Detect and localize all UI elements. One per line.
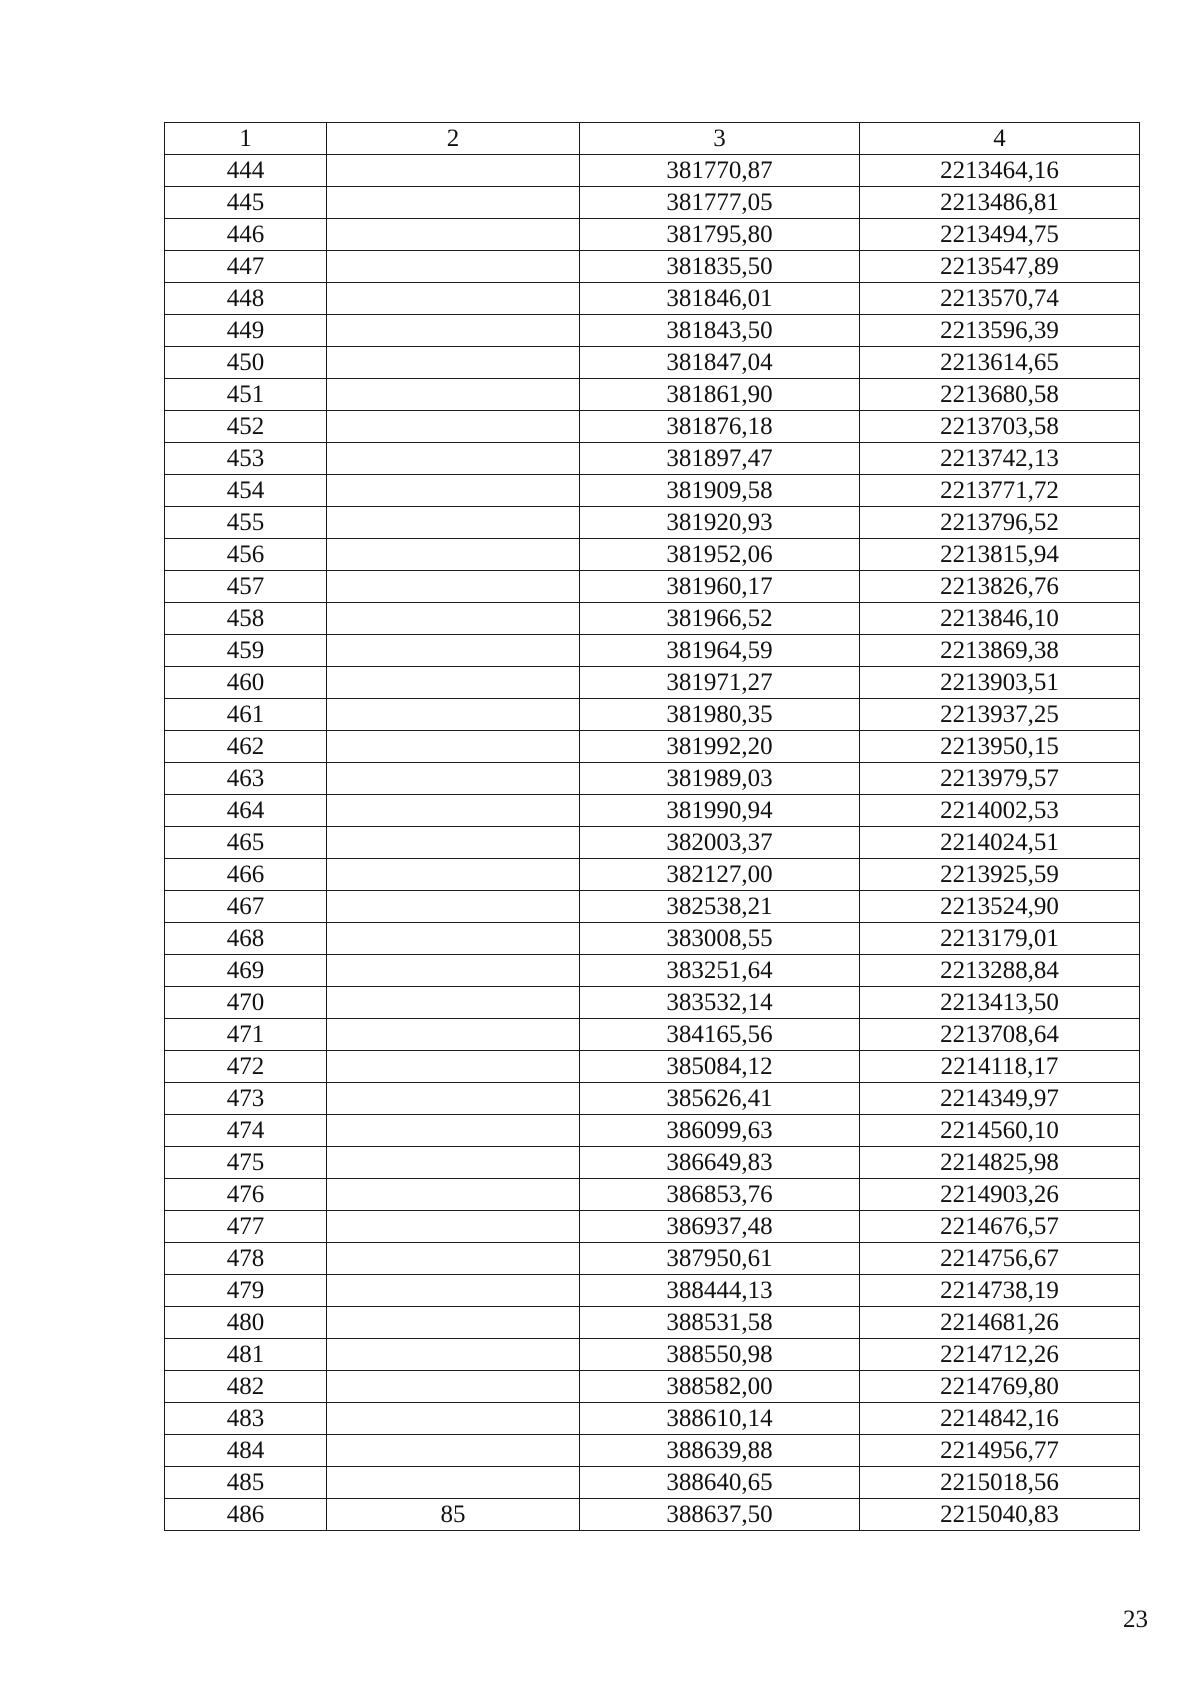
table-cell-col-3: 381876,18 — [580, 411, 860, 443]
table-cell-col-3: 383251,64 — [580, 955, 860, 987]
table-cell-col-2 — [327, 1179, 580, 1211]
table-cell-col-4: 2213771,72 — [860, 475, 1140, 507]
page-number: 23 — [1123, 1606, 1148, 1633]
table-row — [165, 763, 1140, 795]
table-cell-col-1: 450 — [165, 347, 327, 379]
table-cell-col-2 — [327, 1339, 580, 1371]
table-cell-col-4: 2213680,58 — [860, 379, 1140, 411]
table-row — [165, 539, 1140, 571]
table-cell-col-4: 2213742,13 — [860, 443, 1140, 475]
table-cell-col-4: 2213288,84 — [860, 955, 1140, 987]
table-cell-col-3: 383532,14 — [580, 987, 860, 1019]
table-row — [165, 411, 1140, 443]
table-cell-col-3: 381846,01 — [580, 283, 860, 315]
table-row — [165, 795, 1140, 827]
table-cell-col-3: 381843,50 — [580, 315, 860, 347]
table-cell-col-2: 85 — [327, 1499, 580, 1531]
table-cell-col-3: 388639,88 — [580, 1435, 860, 1467]
table-cell-col-3: 386853,76 — [580, 1179, 860, 1211]
table-cell-col-1: 481 — [165, 1339, 327, 1371]
table-row — [165, 923, 1140, 955]
table-cell-col-4: 2213464,16 — [860, 155, 1140, 187]
table-cell-col-2 — [327, 955, 580, 987]
table-row — [165, 1115, 1140, 1147]
table-cell-col-2 — [327, 155, 580, 187]
table-cell-col-4: 2214712,26 — [860, 1339, 1140, 1371]
table-cell-col-2 — [327, 1243, 580, 1275]
table-cell-col-1: 469 — [165, 955, 327, 987]
table-row — [165, 1371, 1140, 1403]
table-header-row — [165, 123, 1140, 155]
table-cell-col-1: 466 — [165, 859, 327, 891]
table-cell-col-2 — [327, 603, 580, 635]
table-row — [165, 251, 1140, 283]
table-cell-col-4: 2214825,98 — [860, 1147, 1140, 1179]
table-cell-col-1: 459 — [165, 635, 327, 667]
table-cell-col-2 — [327, 1083, 580, 1115]
table-cell-col-1: 446 — [165, 219, 327, 251]
table-cell-col-3: 388444,13 — [580, 1275, 860, 1307]
table-cell-col-1: 471 — [165, 1019, 327, 1051]
table-cell-col-4: 2213703,58 — [860, 411, 1140, 443]
table-cell-col-2 — [327, 315, 580, 347]
table-cell-col-4: 2213486,81 — [860, 187, 1140, 219]
table-cell-col-3: 388550,98 — [580, 1339, 860, 1371]
table-cell-col-4: 2213903,51 — [860, 667, 1140, 699]
table-cell-col-1: 475 — [165, 1147, 327, 1179]
table-cell-col-3: 383008,55 — [580, 923, 860, 955]
table-cell-col-4: 2213413,50 — [860, 987, 1140, 1019]
table-cell-col-3: 381861,90 — [580, 379, 860, 411]
table-cell-col-2 — [327, 219, 580, 251]
table-cell-col-2 — [327, 1019, 580, 1051]
table-cell-col-1: 477 — [165, 1211, 327, 1243]
table-cell-col-1: 445 — [165, 187, 327, 219]
table-row — [165, 891, 1140, 923]
table-cell-col-1: 456 — [165, 539, 327, 571]
table-row — [165, 987, 1140, 1019]
table-cell-col-3: 388531,58 — [580, 1307, 860, 1339]
table-cell-col-4: 2215040,83 — [860, 1499, 1140, 1531]
table-cell-col-3: 381960,17 — [580, 571, 860, 603]
table-cell-col-4: 2213570,74 — [860, 283, 1140, 315]
table-cell-col-4: 2213708,64 — [860, 1019, 1140, 1051]
table-cell-col-1: 455 — [165, 507, 327, 539]
table-cell-col-4: 2214118,17 — [860, 1051, 1140, 1083]
table-cell-col-4: 2213796,52 — [860, 507, 1140, 539]
table-cell-col-1: 461 — [165, 699, 327, 731]
table-cell-col-1: 482 — [165, 1371, 327, 1403]
table-row — [165, 1147, 1140, 1179]
table-row — [165, 827, 1140, 859]
table-cell-col-1: 483 — [165, 1403, 327, 1435]
table-cell-col-4: 2213815,94 — [860, 539, 1140, 571]
table-cell-col-3: 381992,20 — [580, 731, 860, 763]
table-cell-col-2 — [327, 571, 580, 603]
table-row — [165, 955, 1140, 987]
table-row — [165, 1019, 1140, 1051]
table-row — [165, 1051, 1140, 1083]
table-cell-col-2 — [327, 1147, 580, 1179]
table-cell-col-2 — [327, 1435, 580, 1467]
table-row — [165, 283, 1140, 315]
table-cell-col-3: 386649,83 — [580, 1147, 860, 1179]
table-cell-col-1: 452 — [165, 411, 327, 443]
table-row — [165, 603, 1140, 635]
table-cell-col-4: 2213494,75 — [860, 219, 1140, 251]
table-cell-col-3: 385084,12 — [580, 1051, 860, 1083]
table-cell-col-2 — [327, 1051, 580, 1083]
table-cell-col-4: 2213826,76 — [860, 571, 1140, 603]
table-cell-col-1: 465 — [165, 827, 327, 859]
table-row — [165, 1307, 1140, 1339]
table-row — [165, 1435, 1140, 1467]
table-cell-col-2 — [327, 699, 580, 731]
table-cell-col-1: 460 — [165, 667, 327, 699]
table-cell-col-2 — [327, 379, 580, 411]
table-cell-col-2 — [327, 1211, 580, 1243]
table-cell-col-4: 2214349,97 — [860, 1083, 1140, 1115]
table-cell-col-3: 388640,65 — [580, 1467, 860, 1499]
table-cell-col-3: 386099,63 — [580, 1115, 860, 1147]
table-row — [165, 1275, 1140, 1307]
table-cell-col-4: 2213925,59 — [860, 859, 1140, 891]
table-row — [165, 155, 1140, 187]
table-cell-col-3: 381777,05 — [580, 187, 860, 219]
table-cell-col-4: 2214769,80 — [860, 1371, 1140, 1403]
table-cell-col-4: 2214956,77 — [860, 1435, 1140, 1467]
table-cell-col-2 — [327, 283, 580, 315]
table-cell-col-4: 2213846,10 — [860, 603, 1140, 635]
table-cell-col-3: 388610,14 — [580, 1403, 860, 1435]
table-cell-col-2 — [327, 667, 580, 699]
table-cell-col-1: 453 — [165, 443, 327, 475]
table-cell-col-1: 458 — [165, 603, 327, 635]
table-cell-col-3: 385626,41 — [580, 1083, 860, 1115]
table-cell-col-3: 381980,35 — [580, 699, 860, 731]
table-cell-col-2 — [327, 443, 580, 475]
table-cell-col-4: 2213950,15 — [860, 731, 1140, 763]
table-cell-col-3: 384165,56 — [580, 1019, 860, 1051]
table-cell-col-1: 464 — [165, 795, 327, 827]
table-cell-col-1: 463 — [165, 763, 327, 795]
table-cell-col-3: 388637,50 — [580, 1499, 860, 1531]
column-header-2: 2 — [327, 123, 580, 155]
table-cell-col-3: 381770,87 — [580, 155, 860, 187]
table-cell-col-2 — [327, 1467, 580, 1499]
coordinates-table — [164, 122, 1140, 1531]
table-cell-col-1: 474 — [165, 1115, 327, 1147]
table-cell-col-4: 2215018,56 — [860, 1467, 1140, 1499]
table-cell-col-3: 381847,04 — [580, 347, 860, 379]
table-cell-col-2 — [327, 347, 580, 379]
table-body — [165, 155, 1140, 1531]
table-cell-col-1: 447 — [165, 251, 327, 283]
table-cell-col-3: 386937,48 — [580, 1211, 860, 1243]
table-row — [165, 1403, 1140, 1435]
table-cell-col-2 — [327, 731, 580, 763]
table-cell-col-3: 381920,93 — [580, 507, 860, 539]
table-row — [165, 859, 1140, 891]
table-cell-col-2 — [327, 827, 580, 859]
table-cell-col-1: 484 — [165, 1435, 327, 1467]
table-cell-col-4: 2213979,57 — [860, 763, 1140, 795]
table-cell-col-2 — [327, 795, 580, 827]
table-cell-col-2 — [327, 987, 580, 1019]
table-cell-col-1: 451 — [165, 379, 327, 411]
table-row — [165, 219, 1140, 251]
table-cell-col-1: 479 — [165, 1275, 327, 1307]
table-cell-col-4: 2213596,39 — [860, 315, 1140, 347]
column-header-3: 3 — [580, 123, 860, 155]
table-row — [165, 475, 1140, 507]
table-cell-col-1: 486 — [165, 1499, 327, 1531]
table-cell-col-3: 381989,03 — [580, 763, 860, 795]
table-row — [165, 731, 1140, 763]
table-cell-col-3: 381990,94 — [580, 795, 860, 827]
table-cell-col-3: 382003,37 — [580, 827, 860, 859]
table-cell-col-4: 2213869,38 — [860, 635, 1140, 667]
table-row — [165, 1211, 1140, 1243]
table-cell-col-1: 462 — [165, 731, 327, 763]
table-cell-col-4: 2213179,01 — [860, 923, 1140, 955]
table-cell-col-2 — [327, 1115, 580, 1147]
table-cell-col-3: 381795,80 — [580, 219, 860, 251]
table-row — [165, 1083, 1140, 1115]
table-row — [165, 635, 1140, 667]
table-cell-col-4: 2214002,53 — [860, 795, 1140, 827]
table-row — [165, 187, 1140, 219]
table-cell-col-1: 478 — [165, 1243, 327, 1275]
table-row — [165, 443, 1140, 475]
table-cell-col-3: 381952,06 — [580, 539, 860, 571]
table-cell-col-3: 387950,61 — [580, 1243, 860, 1275]
table-row — [165, 347, 1140, 379]
table-cell-col-4: 2214676,57 — [860, 1211, 1140, 1243]
table-cell-col-4: 2214560,10 — [860, 1115, 1140, 1147]
table-row — [165, 1499, 1140, 1531]
table-cell-col-3: 381897,47 — [580, 443, 860, 475]
table-cell-col-1: 467 — [165, 891, 327, 923]
table-cell-col-3: 381971,27 — [580, 667, 860, 699]
table-cell-col-1: 476 — [165, 1179, 327, 1211]
table-cell-col-2 — [327, 1403, 580, 1435]
table-cell-col-3: 382127,00 — [580, 859, 860, 891]
table-cell-col-3: 381966,52 — [580, 603, 860, 635]
table-cell-col-4: 2213614,65 — [860, 347, 1140, 379]
table-cell-col-1: 448 — [165, 283, 327, 315]
table-row — [165, 571, 1140, 603]
table-cell-col-3: 388582,00 — [580, 1371, 860, 1403]
table-cell-col-4: 2214903,26 — [860, 1179, 1140, 1211]
table-cell-col-1: 470 — [165, 987, 327, 1019]
table-row — [165, 699, 1140, 731]
table-row — [165, 1243, 1140, 1275]
column-header-1: 1 — [165, 123, 327, 155]
table-cell-col-2 — [327, 507, 580, 539]
table-cell-col-2 — [327, 763, 580, 795]
table-cell-col-2 — [327, 891, 580, 923]
table-cell-col-2 — [327, 411, 580, 443]
table-cell-col-1: 485 — [165, 1467, 327, 1499]
table-cell-col-4: 2214756,67 — [860, 1243, 1140, 1275]
table-cell-col-2 — [327, 859, 580, 891]
table-row — [165, 1179, 1140, 1211]
table-cell-col-1: 457 — [165, 571, 327, 603]
table-cell-col-1: 472 — [165, 1051, 327, 1083]
table-row — [165, 315, 1140, 347]
table-cell-col-2 — [327, 1275, 580, 1307]
table-cell-col-2 — [327, 1371, 580, 1403]
table-cell-col-4: 2213524,90 — [860, 891, 1140, 923]
table-cell-col-2 — [327, 251, 580, 283]
table-cell-col-4: 2213937,25 — [860, 699, 1140, 731]
table-cell-col-1: 444 — [165, 155, 327, 187]
table-row — [165, 1467, 1140, 1499]
table-cell-col-4: 2213547,89 — [860, 251, 1140, 283]
table-row — [165, 379, 1140, 411]
table-cell-col-3: 382538,21 — [580, 891, 860, 923]
table-cell-col-3: 381964,59 — [580, 635, 860, 667]
table-cell-col-1: 473 — [165, 1083, 327, 1115]
table-row — [165, 1339, 1140, 1371]
table-row — [165, 507, 1140, 539]
table-cell-col-3: 381909,58 — [580, 475, 860, 507]
table-cell-col-2 — [327, 187, 580, 219]
table-cell-col-4: 2214681,26 — [860, 1307, 1140, 1339]
table-cell-col-4: 2214024,51 — [860, 827, 1140, 859]
table-cell-col-1: 468 — [165, 923, 327, 955]
table-cell-col-2 — [327, 635, 580, 667]
table-cell-col-3: 381835,50 — [580, 251, 860, 283]
table-cell-col-2 — [327, 1307, 580, 1339]
table-cell-col-2 — [327, 539, 580, 571]
table-cell-col-2 — [327, 475, 580, 507]
table-cell-col-2 — [327, 923, 580, 955]
table-cell-col-1: 454 — [165, 475, 327, 507]
table-cell-col-4: 2214738,19 — [860, 1275, 1140, 1307]
table-row — [165, 667, 1140, 699]
table-cell-col-1: 480 — [165, 1307, 327, 1339]
column-header-4: 4 — [860, 123, 1140, 155]
table-cell-col-4: 2214842,16 — [860, 1403, 1140, 1435]
table-cell-col-1: 449 — [165, 315, 327, 347]
